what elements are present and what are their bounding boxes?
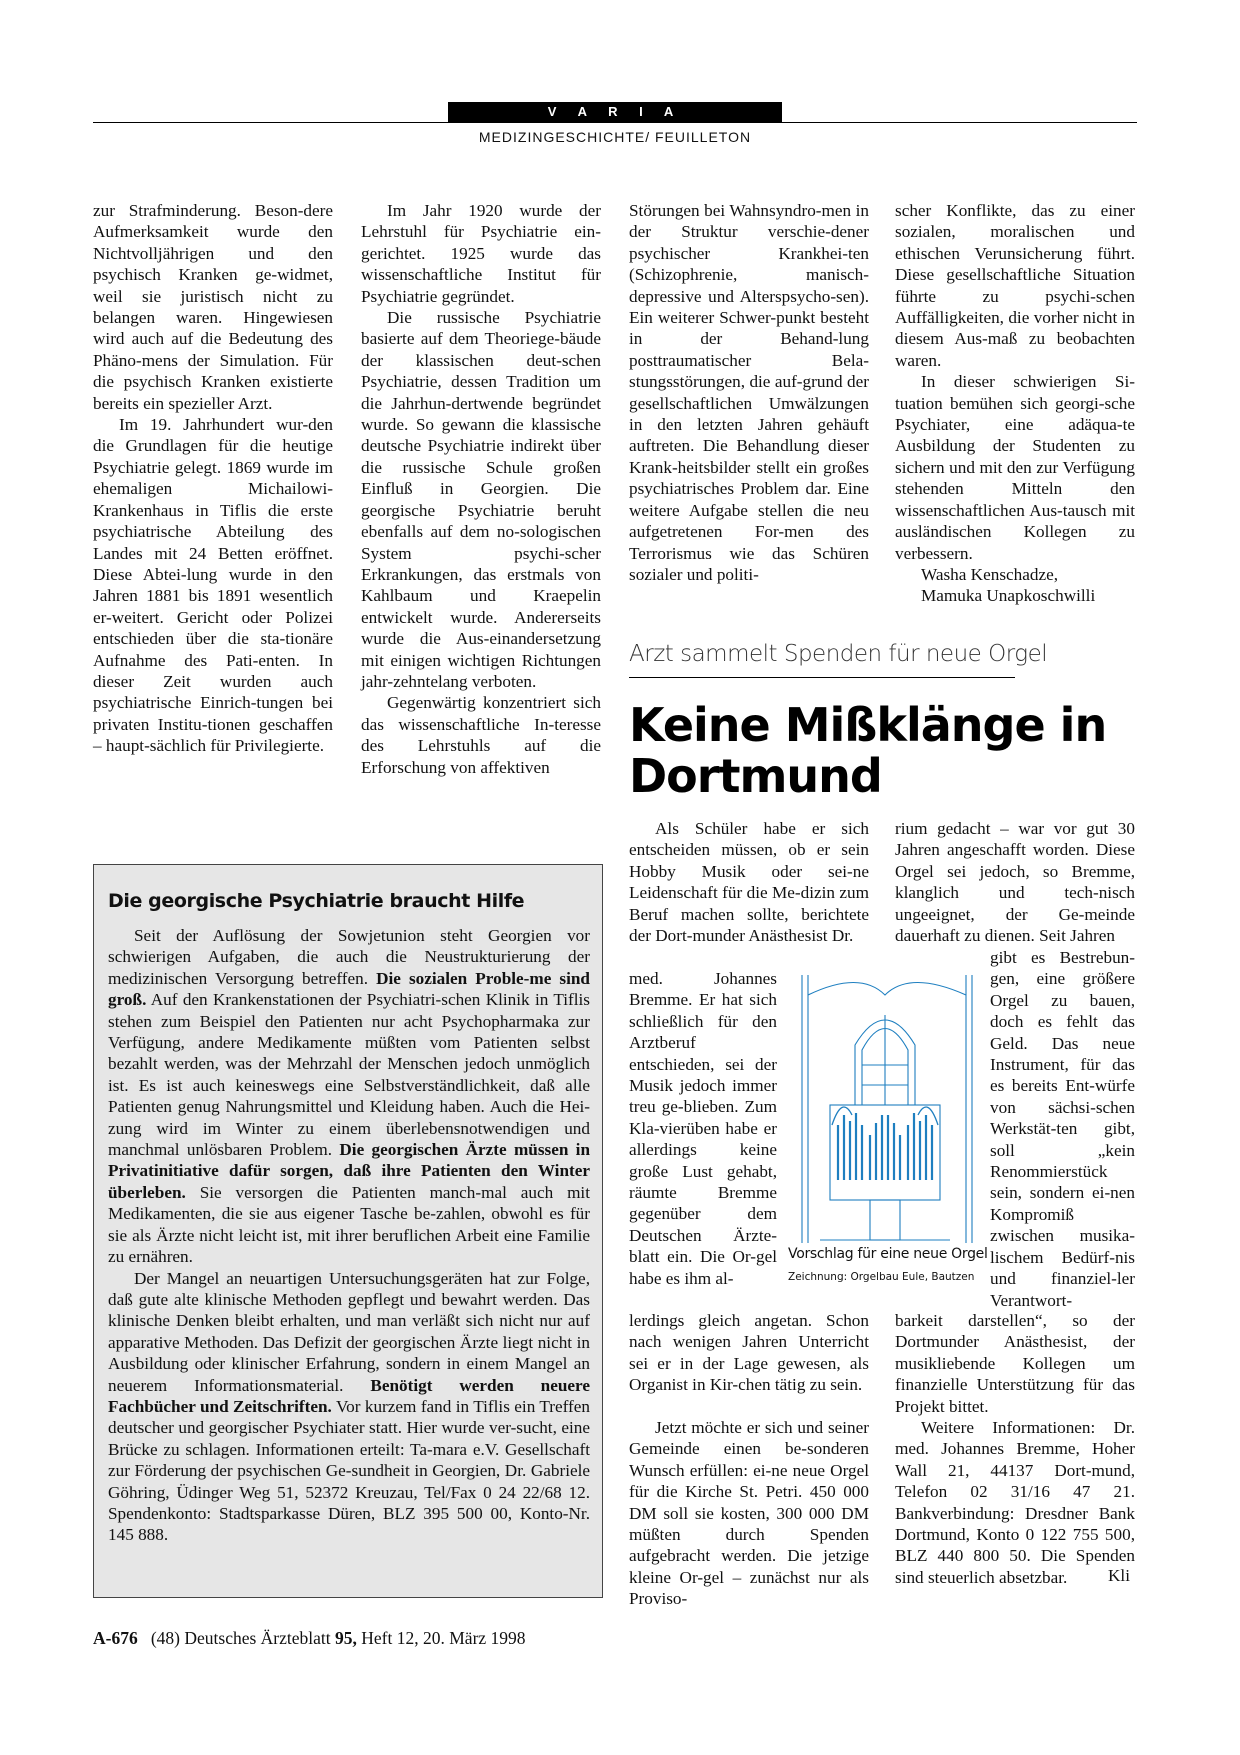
paragraph: In dieser schwierigen Si-tuation bemühen sich georgi-sche Psychiater, eine adäqua-te Ausbildung der Studenten zu sichern und mit den zur Verfügung stehenden Mitteln den wissenschaftlichen Aus-tausch mit ausländischen Kollegen zu verbessern. <box>895 372 1135 563</box>
paragraph: Störungen bei Wahnsyndro-men in der Struktur verschie-dener psychischer Krankhei-ten (Schizophrenie, manisch-depressive und Alterspsycho-sen). Ein weiterer Schwer-punkt besteht in der Behand-lung posttraumatischer Bela-stungsstörungen, die auf-grund der gesellschaftlichen Umwälzungen in den letzten Jahren gehäuft auftreten. Die Behandlung dieser Krank-heitsbilder stellt ein großes psychiatrisches Problem dar. Eine weitere Aufgabe stellen die neu aufgetretenen For-men des Terrorismus wie das Schüren sozialer und politi- <box>629 201 869 584</box>
kicker-rule <box>629 677 1015 678</box>
box-text <box>108 925 590 1546</box>
header-rule <box>93 122 1137 123</box>
author-line: Washa Kenschadze, <box>921 564 1059 584</box>
organ-illustration <box>790 975 980 1243</box>
box-text-run: Der Mangel an neuartigen Untersuchungsgeräten hat zur Folge, daß gute alte klinische Methoden gepflegt und bewahrt werden. Das klinische Denken bleibt erhalten, und man verläßt sich nicht nur auf apparative Methoden. Das Defizit der georgischen Ärzte liegt nicht in Ausbildung oder klinischer Erfahrung, sondern in einem Mangel an neuerem Informationsmaterial. <box>108 1268 590 1395</box>
paragraph: Die russische Psychiatrie basierte auf dem Theoriege-bäude der klassischen deut-schen Psychiatrie, dessen Tradition um die Jahrhun-dertwende begründet wurde. So gewann die klassische deutsche Psychiatrie indirekt über die russische Schule großen Einfluß in Georgien. Die georgische Psychiatrie beruht ebenfalls auf dem no-sologischen System psychi-scher Erkrankungen, das erstmals von Kahlbaum und Kraepelin entwickelt wurde. Andererseits wurde die Aus-einandersetzung mit einigen wichtigen Richtungen jahr-zehntelang verboten. <box>361 308 601 691</box>
paragraph: zur Strafminderung. Beson-dere Aufmerksamkeit wurde den Nichtvolljährigen und den psychisch Kranken ge-widmet, weil sie juristisch nicht zu belangen waren. Hingewiesen wird auch auf die Bedeutung des Phäno-mens der Simulation. Für die psychisch Kranken existierte bereits ein spezieller Arzt. <box>93 201 333 413</box>
journal-citation: (48) Deutsches Ärzteblatt <box>150 1628 336 1648</box>
article-headline <box>629 700 1149 802</box>
article-right-p2: Weitere Informationen: Dr. med. Johannes Bremme, Hoher Wall 21, 44137 Dort-mund, Telefon 02 31/16 47 21. Bankverbindung: Dresdner Bank Dortmund, Konto 0 122 755 500, BLZ 440 800 50. Die Spenden sind steuerlich absetzbar. <box>895 1418 1135 1587</box>
page-number: A-676 <box>93 1628 138 1648</box>
figure-caption: Vorschlag für eine neue Orgel <box>788 1246 988 1262</box>
headline-line: Keine Mißklänge in <box>629 698 1107 752</box>
box-bold-run: Die sozialen Proble-me sind groß. <box>108 968 590 1010</box>
box-text-run: Seit der Auflösung der Sowjetunion steht Georgien vor schwierigen Aufgaben, die auch die Neustrukturierung der medizinischen Versorgung betreffen. <box>108 926 590 988</box>
paragraph: Gegenwärtig konzentriert sich das wissenschaftliche In-teresse des Lehrstuhls auf die Erforschung von affektiven <box>361 693 601 777</box>
article-left-bottom: lerdings gleich angetan. Schon nach wenigen Jahren Unterricht sei er in der Lage gewesen, als Organist in Kir-chen tätig zu sein. <box>629 1311 869 1395</box>
headline-line: Dortmund <box>629 749 882 803</box>
paragraph: Im 19. Jahrhundert wur-den die Grundlagen für die heutige Psychiatrie gelegt. 1869 wurde im ehemaligen Michailowi-Krankenhaus in Tiflis die erste psychiatrische Abteilung des Landes mit 24 Betten eröffnet. Diese Abtei-lung wurde in den Jahren 1881 bis 1891 wesentlich er-weitert. Gericht oder Polizei entschieden über die sta-tionäre Aufnahme des Pati-enten. In dieser Zeit wurden auch psychiatrische Einrich-tungen bei privaten Institu-tionen geschaffen – haupt-sächlich für Privilegierte. <box>93 415 333 756</box>
author-line: Mamuka Unapkoschwilli <box>921 586 1096 606</box>
article-right-bottom: barkeit darstellen“, so der Dortmunder Anästhesist, der musikliebende Kollegen um finanzielle Unterstützung für das Projekt bittet. <box>895 1311 1135 1416</box>
journal-issue: Heft 12, 20. März 1998 <box>356 1628 526 1648</box>
article-signature: Kli <box>1108 1566 1130 1585</box>
subsection-label: MEDIZINGESCHICHTE/ FEUILLETON <box>478 129 752 145</box>
article-right-narrow: gibt es Bestrebun-gen, eine größere Orgel zu bauen, doch es fehlt das Geld. Das neue Instrument, für das es bereits Ent-würfe von sächsi-schen Werkstät-ten gibt, soll „kein Renommierstück sein, sondern ei-nen Kompromiß zwischen musika-lischem Bedürf-nis und finanziel-ler Verantwort- <box>990 948 1135 1310</box>
box-text-run: Sie versorgen die Patienten manch-mal auch mit Medikamenten, die sie aus eigener Tasche be-zahlen, obwohl es für sie als Ärzte nicht leicht ist, mit ihrer beruflichen Arbeit eine Familie zu ernähren. <box>108 1182 590 1267</box>
article-left-top: Als Schüler habe er sich entscheiden müssen, ob er sein Hobby Musik oder sei-ne Leidenschaft für die Me-dizin zum Beruf machen sollte, berichtete der Dort-munder Anästhesist Dr. <box>629 819 869 946</box>
article-right-top: rium gedacht – war vor gut 30 Jahren angeschafft worden. Diese Orgel sei jedoch, so Bremme, klanglich und tech-nisch ungeeignet, der Ge-meinde dauerhaft zu dienen. Seit Jahren <box>895 819 1135 946</box>
box-text-run: Vor kurzem fand in Tiflis ein Treffen deutscher und georgischer Psychiater statt. Hier wurde ver-sucht, eine Brücke zu schlagen. Informationen erteilt: Ta-mara e.V. Gesellschaft zur Förderung der psychischen Ge-sundheit in Georgien, Dr. Gabriele Göhring, Üdinger Weg 51, 52372 Kreuzau, Tel/Fax 0 24 22/68 12. Spendenkonto: Stadtsparkasse Düren, BLZ 395 500 00, Konto-Nr. 145 888. <box>108 1396 590 1545</box>
box-bold-run: Benötigt werden neuere Fachbücher und Zeitschriften. <box>108 1375 590 1416</box>
box-bold-run: Die georgischen Ärzte müssen in Privatinitiative dafür sorgen, daß ihre Patienten den Winter überleben. <box>108 1140 590 1202</box>
article-left-narrow: med. Johannes Bremme. Er hat sich schließlich für den Arztberuf entschieden, sei der Musik jedoch immer treu ge-blieben. Zum Kla-vierüben habe er allerdings keine große Lust gehabt, räumte Bremme gegenüber dem Deutschen Ärzte-blatt ein. Die Or-gel habe es ihm al- <box>629 969 777 1288</box>
section-label: V A R I A <box>448 102 782 122</box>
column-3 <box>629 200 869 585</box>
column-2 <box>361 200 601 778</box>
article-kicker: Arzt sammelt Spenden für neue Orgel <box>629 641 1048 667</box>
journal-volume: 95, <box>335 1628 357 1648</box>
column-1 <box>93 200 333 757</box>
article-left-p2: Jetzt möchte er sich und seiner Gemeinde einen be-sonderen Wunsch erfüllen: ei-ne neue Orgel für die Kirche St. Petri. 450 000 DM soll sie kosten, 300 000 DM müßten durch Spenden aufgebracht werden. Die jetzige kleine Or-gel – zunächst nur als Proviso- <box>629 1418 869 1609</box>
paragraph: scher Konflikte, das zu einer sozialen, moralischen und ethischen Verunsicherung führt. Diese gesellschaftliche Situation führte zu psychi-schen Auffälligkeiten, die vorher nicht in diesem Aus-maß zu beobachten waren. <box>895 201 1135 370</box>
box-title: Die georgische Psychiatrie braucht Hilfe <box>108 890 525 912</box>
column-4 <box>895 200 1135 607</box>
box-text-run: Auf den Krankenstationen der Psychiatri-schen Klinik in Tiflis stehen zum Beispiel den Patienten nur acht Psychopharmaka zur Verfügung, andere Medikamente müßten vom Patienten selbst bezahlt werden, was der Mehrzahl der Menschen jedoch unmöglich ist. Es ist auch keineswegs eine Selbstverständlichkeit, daß alle Patienten genug Nahrungsmittel und Kleidung haben. Auch die Hei-zung wird im Winter zu einem überlebensnotwendigen und manchmal unlösbaren Problem. <box>108 990 590 1160</box>
paragraph: Im Jahr 1920 wurde der Lehrstuhl für Psychiatrie ein-gerichtet. 1925 wurde das wissenschaftliche Institut für Psychiatrie gegründet. <box>361 201 601 306</box>
figure-credit: Zeichnung: Orgelbau Eule, Bautzen <box>788 1271 975 1283</box>
page-footer <box>93 1628 526 1649</box>
